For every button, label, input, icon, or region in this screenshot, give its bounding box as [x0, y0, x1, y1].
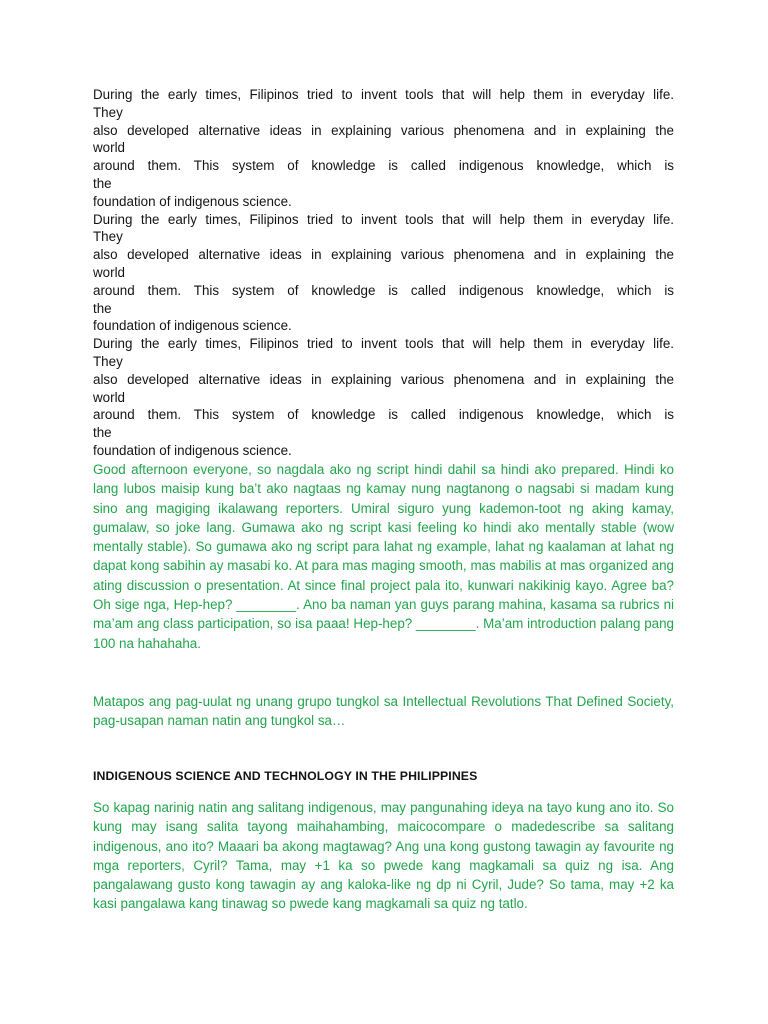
intro-line: around them. This system of knowledge is called indigenous knowledge, which is — [93, 158, 674, 174]
intro-line: world — [93, 140, 125, 156]
intro-line: foundation of indigenous science. — [93, 318, 292, 334]
intro-line: world — [93, 264, 125, 280]
intro-line: also developed alternative ideas in explaining various phenomena and in explaining the — [93, 122, 674, 138]
intro-line: During the early times, Filipinos tried to invent tools that will help them in everyday life. — [93, 336, 674, 352]
script-body-paragraph: So kapag narinig natin ang salitang indigenous, may pangunahing ideya na tayo kung ano ito. So kung may isang salita tayong maihahambing, maicocompare o madedescribe sa salitang indigenous, ano ito? Maaari ba akong magtawag? Ang una kong gustong tawagin ay favourite ng mga reporters, Cyril? Tama, may +1 ka so pwede kang magkamali sa quiz ng isa. Ang pangalawang gusto kong tawagin ay ang kaloka-like ng dp ni Cyril, Jude? So tama, may +2 ka kasi pangalawa kang tinawag so pwede kang magkamali sa quiz ng tatlo. — [93, 800, 674, 912]
intro-line: They — [93, 104, 123, 120]
intro-line: foundation of indigenous science. — [93, 442, 292, 458]
intro-paragraphs — [93, 86, 674, 460]
intro-line: also developed alternative ideas in explaining various phenomena and in explaining the — [93, 371, 674, 387]
intro-line: the — [93, 175, 112, 191]
script-transition-paragraph: Matapos ang pag-uulat ng unang grupo tungkol sa Intellectual Revolutions That Defined Society, pag-usapan naman natin ang tungkol sa… — [93, 694, 674, 729]
section-heading: INDIGENOUS SCIENCE AND TECHNOLOGY IN THE PHILIPPINES — [93, 769, 478, 783]
intro-line: They — [93, 229, 123, 245]
intro-line: also developed alternative ideas in explaining various phenomena and in explaining the — [93, 247, 674, 263]
intro-line: foundation of indigenous science. — [93, 193, 292, 209]
script-intro-paragraph: Good afternoon everyone, so nagdala ako ng script hindi dahil sa hindi ako prepared. Hindi ko lang lubos maisip kung ba’t ako nagtaas ng kamay nung nagtanong o nagsabi si madam kung sino ang magiging ikalawang reporters. Umiral siguro yung kademon-toot ng aking kamay, gumalaw, so joke lang. Gumawa ako ng script kasi feeling ko hindi ako mentally stable (wow mentally stable). So gumawa ako ng script para lahat ng example, lahat ng kaalaman at lahat ng dapat kong sabihin ay masabi ko. At para mas maging smooth, mas mabilis at mas organized ang ating discussion o presentation. At since final project pala ito, kunwari nakikinig kayo. Agree ba? Oh sige nga, Hep-hep? ________. Ano ba naman yan guys parang mahina, kasama sa rubrics ni ma’am ang class participation, so isa paaa! Hep-hep? ________. Ma’am introduction palang pang 100 na hahahaha. — [93, 462, 674, 651]
intro-line: They — [93, 353, 123, 369]
intro-line: the — [93, 425, 112, 441]
intro-line: world — [93, 389, 125, 405]
intro-line: During the early times, Filipinos tried to invent tools that will help them in everyday life. — [93, 87, 674, 102]
intro-line: around them. This system of knowledge is called indigenous knowledge, which is — [93, 282, 674, 298]
intro-line: around them. This system of knowledge is called indigenous knowledge, which is — [93, 407, 674, 423]
intro-line: During the early times, Filipinos tried to invent tools that will help them in everyday life. — [93, 211, 674, 227]
intro-line: the — [93, 300, 112, 316]
